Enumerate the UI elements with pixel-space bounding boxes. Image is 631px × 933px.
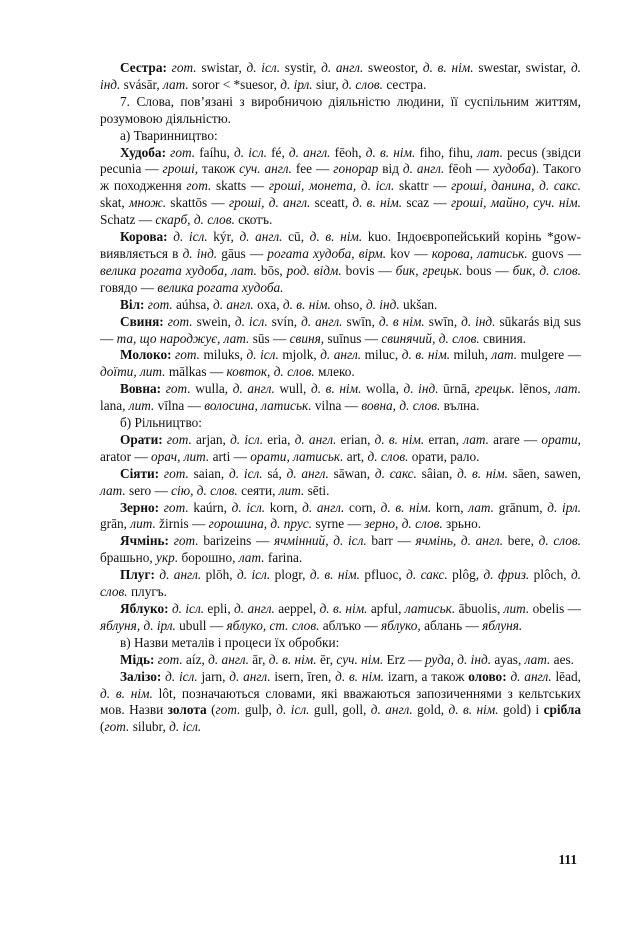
- text-run: skattōs —: [170, 195, 229, 211]
- entry-sow: [100, 466, 581, 500]
- text-run: д. сакс.: [374, 465, 422, 481]
- text-run: ukšan.: [402, 296, 438, 312]
- entry-barley: [100, 533, 581, 567]
- text-run: латиськ.: [404, 601, 459, 616]
- text-run: eria,: [267, 431, 295, 447]
- text-run: siur,: [315, 76, 343, 92]
- text-run: Erz —: [386, 651, 425, 667]
- text-run: лит.: [503, 601, 533, 616]
- text-run: žirnis —: [159, 516, 209, 532]
- text-run: д. інд.: [461, 313, 500, 329]
- text-run: Свиня:: [120, 313, 168, 329]
- subsection-c-heading: [120, 635, 581, 652]
- text-run: erian,: [340, 431, 375, 447]
- text-run: д. інд.: [403, 381, 444, 397]
- entry-grain: [100, 500, 581, 534]
- text-run: swestar, swistar,: [478, 60, 571, 75]
- text-run: д. в. нім.: [380, 499, 436, 515]
- text-run: kaúrn,: [193, 499, 232, 515]
- text-run: суч. нім.: [336, 651, 387, 667]
- text-run: яблуко, ст. слов.: [226, 617, 323, 633]
- text-run: яблуко,: [381, 617, 425, 633]
- text-run: bous —: [466, 262, 513, 278]
- text-run: гот.: [171, 60, 202, 75]
- text-run: Орати:: [120, 431, 167, 447]
- text-run: Зерно:: [120, 499, 164, 515]
- text-run: суч. англ.: [239, 161, 296, 177]
- text-run: сеяти,: [241, 482, 279, 498]
- text-run: soror < *suesor,: [192, 76, 281, 92]
- text-run: сестра.: [386, 76, 427, 92]
- text-run: род. відм.: [286, 262, 346, 278]
- text-run: д. ісл.: [173, 229, 214, 245]
- text-run: ohso,: [334, 296, 366, 312]
- text-run: д. в. нім.: [310, 381, 367, 397]
- text-run: pecus (звідси pecunia —: [100, 144, 581, 177]
- text-run: д. англ.: [159, 567, 206, 583]
- text-run: ēr,: [319, 651, 337, 667]
- section-7-heading: [100, 94, 581, 128]
- text-run: д. ісл.: [234, 313, 272, 329]
- text-run: лат.: [163, 76, 193, 92]
- text-run: д. англ.: [208, 651, 253, 667]
- text-run: велика рогата худоба, лат.: [100, 262, 261, 278]
- text-run: вълна.: [443, 398, 480, 414]
- text-run: plogr,: [274, 567, 310, 583]
- text-run: а) Тваринництво:: [120, 127, 218, 143]
- text-run: свиния.: [483, 330, 527, 346]
- text-run: lôt, позначаються словами, які вважаються запозиченнями з кельтських мов. Назви: [100, 685, 581, 718]
- text-run: Корова:: [120, 229, 174, 245]
- text-run: plōh,: [205, 567, 237, 583]
- text-run: miluks,: [203, 347, 247, 363]
- text-run: бик, грецьк.: [395, 262, 467, 278]
- text-run: ābuolis,: [458, 601, 504, 616]
- text-run: д. слов.: [538, 533, 581, 549]
- text-run: sweostor,: [368, 60, 423, 75]
- text-run: swein,: [196, 313, 235, 329]
- text-run: aes.: [553, 651, 574, 667]
- text-run: д. в. нім.: [309, 567, 365, 583]
- text-run: д. ірл.: [280, 76, 316, 92]
- text-run: д. в. нім.: [100, 685, 159, 701]
- text-run: доїти, лит.: [100, 364, 169, 380]
- text-run: guovs —: [531, 245, 582, 261]
- text-run: д. англ.: [402, 161, 449, 177]
- text-run: д. англ.: [301, 313, 347, 329]
- text-run: д. ірл.: [547, 499, 581, 515]
- text-run: wulla,: [195, 381, 233, 397]
- text-run: sero —: [129, 482, 172, 498]
- text-run: гроші, д. англ.: [228, 195, 315, 211]
- text-run: Віл:: [120, 296, 148, 312]
- text-run: гроші, данина, д. сакс.: [451, 178, 581, 194]
- text-run: д. англ.: [229, 668, 275, 684]
- subsection-a-heading: [120, 128, 581, 145]
- text-run: лат.: [100, 482, 130, 498]
- text-run: bere,: [507, 533, 539, 549]
- entry-plough: [100, 567, 581, 601]
- text-run: гонорар: [333, 161, 383, 177]
- text-run: д. сакс.: [406, 567, 453, 583]
- text-run: Мідь:: [120, 651, 158, 667]
- text-run: Schatz —: [100, 212, 156, 228]
- text-run: ячмінний, д. ісл.: [274, 533, 372, 549]
- text-run: д. ісл.: [246, 60, 285, 75]
- text-run: skatts —: [215, 178, 269, 194]
- text-run: орати, рало.: [411, 448, 480, 464]
- text-run: fiho, fihu,: [419, 144, 478, 160]
- text-run: д. ісл.: [276, 702, 314, 718]
- text-run: д. англ.: [510, 668, 556, 684]
- entry-pig: [100, 314, 581, 348]
- text-run: miluh,: [453, 347, 492, 363]
- text-run: wull,: [279, 381, 311, 397]
- text-run: ūrnā,: [443, 381, 475, 397]
- text-run: грецьк.: [474, 381, 520, 397]
- text-run: jarn,: [201, 668, 230, 684]
- text-run: д. англ.: [320, 347, 365, 363]
- text-run: sâian,: [421, 465, 458, 481]
- entry-cow: [100, 229, 581, 297]
- text-run: лат.: [491, 347, 521, 363]
- text-run: arator —: [100, 448, 151, 464]
- text-run: плугъ.: [130, 584, 167, 600]
- text-run: д. в. нім.: [282, 296, 335, 312]
- text-run: д. в. нім.: [365, 144, 420, 160]
- text-run: д. англ.: [370, 702, 418, 718]
- text-run: faíhu,: [199, 144, 235, 160]
- text-run: gāus —: [221, 245, 268, 261]
- text-run: swistar,: [201, 60, 247, 75]
- text-run: sāwan,: [333, 465, 375, 481]
- text-run: gull, goll,: [313, 702, 371, 718]
- text-run: гот.: [170, 144, 200, 160]
- text-run: wolla,: [366, 381, 404, 397]
- text-run: sēti.: [307, 482, 330, 498]
- text-run: гот.: [157, 651, 187, 667]
- text-run: д. англ.: [294, 431, 341, 447]
- text-run: fēoh,: [334, 144, 366, 160]
- text-run: ayas,: [494, 651, 525, 667]
- text-run: горошина, д. прус.: [208, 516, 316, 532]
- text-run: борошно,: [181, 550, 239, 566]
- text-run: vīlna —: [157, 398, 205, 414]
- text-run: д. англ.: [286, 465, 334, 481]
- text-run: д. в. нім.: [309, 229, 368, 245]
- entry-milk: [100, 347, 581, 381]
- text-run: barr —: [371, 533, 416, 549]
- text-run: яблуня, д. ірл.: [100, 617, 180, 633]
- text-run: олово:: [468, 668, 511, 684]
- text-run: miluc,: [364, 347, 402, 363]
- text-run: лат.: [477, 144, 508, 160]
- text-run: лат.: [463, 431, 494, 447]
- text-run: гот.: [167, 313, 197, 329]
- text-run: saian,: [193, 465, 230, 481]
- page-number: 111: [558, 852, 577, 867]
- text-run: sceatt,: [314, 195, 353, 211]
- text-run: Худоба:: [120, 144, 171, 160]
- text-run: sá,: [267, 465, 287, 481]
- text-run: аблъко —: [322, 617, 381, 633]
- text-run: гот.: [163, 465, 194, 481]
- text-run: oxa,: [257, 296, 283, 312]
- text-run: ubull —: [179, 617, 227, 633]
- text-run: лит.: [128, 398, 158, 414]
- text-run: grānum,: [498, 499, 548, 515]
- text-run: vilna —: [314, 398, 362, 414]
- text-run: скарб, д. слов.: [155, 212, 239, 228]
- text-run: sāen, sawen,: [512, 465, 581, 481]
- text-run: гот.: [165, 381, 196, 397]
- text-run: д. ісл.: [171, 601, 208, 616]
- text-run: cū,: [288, 229, 310, 245]
- text-run: swīn,: [346, 313, 379, 329]
- text-run: лит.: [130, 516, 160, 532]
- text-run: fee —: [295, 161, 334, 177]
- text-run: scaz —: [406, 195, 451, 211]
- text-run: epli,: [207, 601, 235, 616]
- text-run: гот.: [175, 347, 204, 363]
- text-run: bōs,: [260, 262, 287, 278]
- text-run: swīn,: [428, 313, 462, 329]
- text-run: та, що народжує, лат.: [116, 330, 253, 346]
- text-run: худоба: [493, 161, 532, 177]
- text-run: золота: [167, 702, 212, 718]
- text-run: farina.: [267, 550, 303, 566]
- entry-apple: [100, 601, 581, 635]
- text-run: д. слов.: [342, 76, 387, 92]
- text-run: mjolk,: [282, 347, 321, 363]
- entry-sister: [100, 60, 581, 94]
- text-run: д. в. нім.: [401, 347, 454, 363]
- text-run: сію, д. слов.: [171, 482, 242, 498]
- text-run: лат.: [238, 550, 268, 566]
- text-run: орати, латиськ.: [250, 448, 347, 464]
- text-run: гот.: [163, 499, 194, 515]
- text-run: срібла: [543, 702, 582, 718]
- text-run: arjan,: [195, 431, 231, 447]
- text-run: д. англ.: [232, 381, 280, 397]
- text-run: obelis —: [532, 601, 581, 616]
- text-run: руда, д. інд.: [424, 651, 495, 667]
- text-run: гроші,: [162, 161, 203, 177]
- text-run: орати,: [541, 431, 581, 447]
- text-run: svásār,: [123, 76, 164, 92]
- text-run: д. слов.: [367, 448, 412, 464]
- text-run: скотъ.: [238, 212, 273, 228]
- text-run: також: [202, 161, 240, 177]
- entry-cattle: [100, 145, 581, 230]
- text-run: arti —: [212, 448, 251, 464]
- text-run: в) Назви металів і процеси їх обробки:: [120, 634, 340, 650]
- text-run: зрьно.: [446, 516, 482, 532]
- text-run: erran,: [428, 431, 464, 447]
- text-run: mulgere —: [520, 347, 582, 363]
- text-run: Сіяти:: [120, 465, 164, 481]
- text-run: fēoh —: [448, 161, 494, 177]
- text-run: говядо —: [100, 279, 158, 295]
- text-run: д. в нім.: [378, 313, 429, 329]
- text-run: д. в. нім.: [335, 668, 388, 684]
- text-run: korn,: [269, 499, 303, 515]
- text-run: lana,: [100, 398, 129, 414]
- text-run: aíz,: [186, 651, 209, 667]
- text-run: sūs —: [252, 330, 290, 346]
- text-run: д. в. нім.: [319, 601, 371, 616]
- text-run: sūkarás від sus —: [100, 313, 581, 346]
- text-run: д. в. нім.: [448, 702, 503, 718]
- text-run: barizeins —: [203, 533, 275, 549]
- text-run: укр.: [156, 550, 182, 566]
- text-run: д. інд.: [182, 245, 222, 261]
- text-run: д. англ.: [212, 296, 258, 312]
- text-run: гот.: [104, 719, 133, 735]
- text-run: Яблуко:: [120, 601, 172, 616]
- text-run: млеко.: [318, 364, 355, 380]
- text-run: aúhsa,: [176, 296, 213, 312]
- entry-wool: [100, 381, 581, 415]
- text-run: волосина, латиськ.: [204, 398, 315, 414]
- text-run: Залізо:: [120, 668, 166, 684]
- text-run: д. англ.: [321, 60, 369, 75]
- text-run: д. фриз.: [483, 567, 534, 583]
- text-run: д. ісл.: [237, 567, 275, 583]
- text-run: systir,: [284, 60, 322, 75]
- text-run: д. інд.: [100, 60, 581, 92]
- text-run: Сестра:: [120, 60, 172, 75]
- text-run: lēad,: [555, 668, 581, 684]
- text-run: д. англ.: [234, 601, 279, 616]
- text-run: д. в. нім.: [374, 431, 429, 447]
- text-run: kuo. Індоєвропейський корінь *gow- виявляється в: [100, 229, 581, 261]
- text-run: ковток, д. слов.: [226, 364, 319, 380]
- text-run: ). Такого ж походження: [100, 161, 581, 194]
- text-run: гот.: [186, 178, 216, 194]
- text-run: гроші, майно, суч. нім.: [450, 195, 581, 211]
- text-run: corn,: [348, 499, 381, 515]
- text-run: лат.: [468, 499, 499, 515]
- text-run: ār,: [252, 651, 269, 667]
- text-run: д. слов.: [100, 567, 582, 600]
- text-run: д. ісл.: [246, 347, 283, 363]
- text-run: korn,: [435, 499, 469, 515]
- text-run: Вовна:: [120, 381, 166, 397]
- text-run: д. ісл.: [169, 719, 202, 735]
- text-run: syrne —: [315, 516, 365, 532]
- text-run: plôch,: [533, 567, 571, 583]
- text-run: д. в. нім.: [422, 60, 479, 75]
- text-run: корова, латиськ.: [431, 245, 532, 261]
- text-run: plôg,: [452, 567, 484, 583]
- text-run: лит.: [278, 482, 308, 498]
- text-run: д. ісл.: [231, 499, 270, 515]
- text-run: д. в. нім.: [268, 651, 320, 667]
- text-run: aeppel,: [278, 601, 320, 616]
- text-run: гот.: [215, 702, 245, 718]
- text-run: bovis —: [345, 262, 396, 278]
- text-run: брашьно,: [100, 550, 157, 566]
- text-run: вовна, д. слов.: [361, 398, 444, 414]
- text-run: свинячий, д. слов.: [381, 330, 484, 346]
- text-run: grān,: [100, 516, 131, 532]
- text-run: д. англ.: [239, 229, 289, 245]
- text-run: яблуня.: [482, 617, 523, 633]
- text-run: gold,: [417, 702, 449, 718]
- text-run: велика рогата худоба.: [157, 279, 284, 295]
- text-run: аблань —: [424, 617, 483, 633]
- text-run: silubr,: [132, 719, 170, 735]
- text-run: д. інд.: [365, 296, 403, 312]
- text-run: д. в. нім.: [352, 195, 407, 211]
- text-run: д. ісл.: [165, 668, 202, 684]
- entry-ox: [100, 297, 581, 314]
- text-run: лат.: [524, 651, 554, 667]
- entry-plough-verb: [100, 432, 581, 466]
- text-run: від: [382, 161, 403, 177]
- text-run: arare —: [493, 431, 542, 447]
- text-run: Плуг:: [120, 567, 160, 583]
- text-run: д. англ.: [288, 144, 335, 160]
- entry-copper: [100, 652, 581, 669]
- text-run: орач, лит.: [150, 448, 213, 464]
- text-run: mālkas —: [168, 364, 227, 380]
- text-run: svín,: [271, 313, 302, 329]
- text-run: pfluoc,: [364, 567, 407, 583]
- text-run: б) Рільництво:: [120, 415, 202, 431]
- text-run: (: [211, 702, 216, 718]
- text-run: д. ісл.: [229, 465, 268, 481]
- text-run: isern, īren,: [274, 668, 336, 684]
- text-run: skattr —: [398, 178, 452, 194]
- entry-iron: [100, 669, 581, 737]
- text-run: Молоко:: [120, 347, 176, 363]
- text-run: apful,: [370, 601, 405, 616]
- text-run: skat,: [100, 195, 129, 211]
- text-run: д. ісл.: [230, 431, 268, 447]
- text-run: гроші, монета, д. ісл.: [268, 178, 399, 194]
- text-run: kov —: [390, 245, 432, 261]
- text-run: gold) і: [502, 702, 544, 718]
- text-run: лат.: [555, 381, 581, 397]
- text-run: гот.: [166, 431, 196, 447]
- text-run: д. англ.: [302, 499, 349, 515]
- text-run: (: [100, 719, 105, 735]
- text-run: множ.: [128, 195, 171, 211]
- text-run: гот.: [173, 533, 204, 549]
- text-run: lēnos,: [519, 381, 556, 397]
- text-run: fé,: [271, 144, 289, 160]
- text-run: gulþ,: [244, 702, 277, 718]
- subsection-b-heading: [120, 415, 581, 432]
- text-run: izarn, а також: [387, 668, 469, 684]
- text-run: suīnus —: [327, 330, 382, 346]
- text-run: зерно, д. слов.: [364, 516, 447, 532]
- text-run: д. ісл.: [234, 144, 272, 160]
- text-run: 7. Слова, пов’язані з виробничою діяльністю людини, її суспільним життям, розумовою діяльністю.: [100, 93, 581, 126]
- text-run: ячмінь, д. англ.: [415, 533, 508, 549]
- text-run: рогата худоба, вірм.: [267, 245, 391, 261]
- text-run: kýr,: [213, 229, 240, 245]
- text-run: Ячмінь:: [120, 533, 174, 549]
- text-run: art,: [346, 448, 368, 464]
- text-run: гот.: [147, 296, 177, 312]
- text-run: свиня,: [289, 330, 328, 346]
- text-run: бик, д. слов.: [512, 262, 582, 278]
- text-run: д. в. нім.: [457, 465, 513, 481]
